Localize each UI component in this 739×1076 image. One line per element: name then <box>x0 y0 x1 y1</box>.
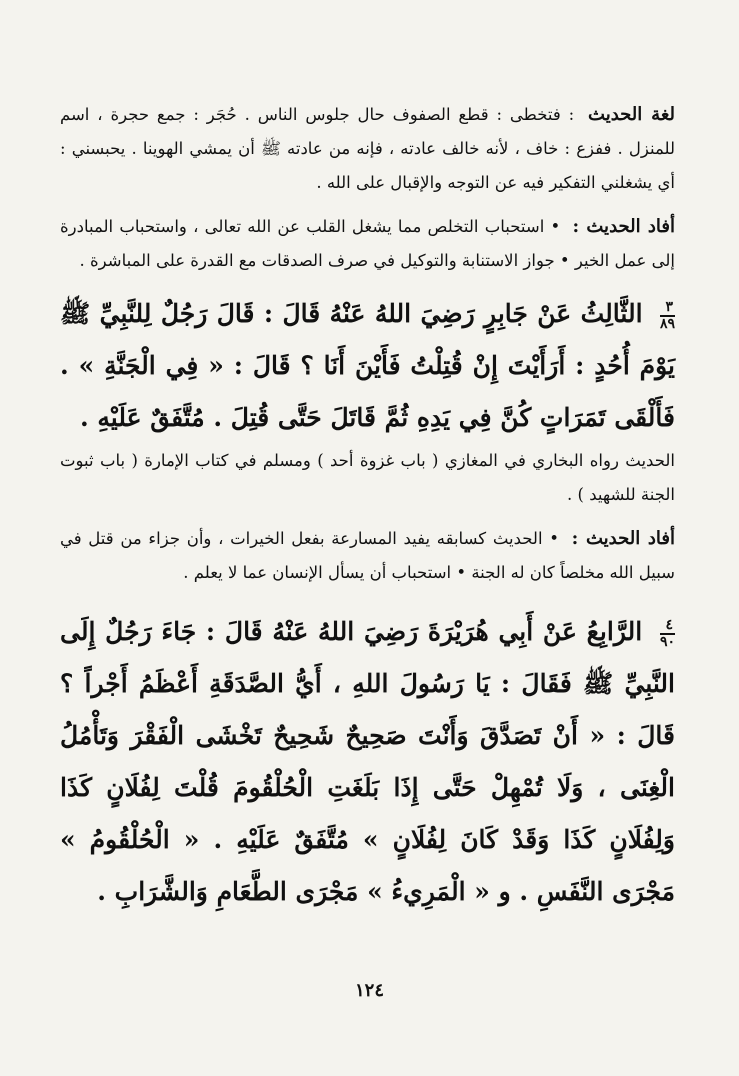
hadith-4 <box>60 606 675 918</box>
benefits-2 <box>60 522 675 590</box>
benefits-1-text: • استحباب التخلص مما يشغل القلب عن الله تعالى ، واستحباب المبادرة إلى عمل الخير • جواز الاستنابة والتوكيل في صرف الصدقات مع القدرة على المباشرة . <box>60 217 675 270</box>
language-notes-label: لغة الحديث <box>588 104 675 125</box>
hadith-3 <box>60 288 675 444</box>
hadith-4-number <box>660 618 675 650</box>
benefits-2-label: أفاد الحديث : <box>571 528 675 549</box>
hadith-3-number <box>660 300 675 332</box>
hadith-3-number-top: ٣ <box>660 300 675 317</box>
hadith-4-number-top: ٤ <box>660 618 675 635</box>
language-notes-text: : فتخطى : قطع الصفوف حال جلوس الناس . حُجَر : جمع حجرة ، اسم للمنزل . ففزع : خاف ، لأنه خالف عادته ، فإنه من عادته ﷺ أن يمشي الهوينا . يحبسني : أي يشغلني التفكير فيه عن التوجه والإقبال على الله . <box>60 105 675 192</box>
hadith-3-number-bottom: ٨٩ <box>659 315 675 332</box>
benefits-2-text: • الحديث كسابقه يفيد المسارعة بفعل الخيرات ، وأن جزاء من قتل في سبيل الله مخلصاً كان له الجنة • استحباب أن يسأل الإنسان عما لا يعلم . <box>60 529 675 582</box>
hadith-3-source <box>60 444 675 512</box>
hadith-3-text: الثَّالِثُ عَنْ جَابِرٍ رَضِيَ اللهُ عَنْهُ قَالَ : قَالَ رَجُلٌ لِلنَّبِيِّ ﷺ يَوْمَ أُحُدٍ : أَرَأَيْتَ إِنْ قُتِلْتُ فَأَيْنَ أَنَا ؟ قَالَ : « فِي الْجَنَّةِ » . فَأَلْقَى تَمَرَاتٍ كُنَّ فِي يَدِهِ ثُمَّ قَاتَلَ حَتَّى قُتِلَ . مُتَّفَقٌ عَلَيْهِ . <box>60 299 675 432</box>
page-number: ١٢٤ <box>354 980 384 1001</box>
benefits-1 <box>60 210 675 278</box>
hadith-4-number-bottom: ٩٠ <box>659 633 675 650</box>
hadith-3-source-text: الحديث رواه البخاري في المغازي ( باب غزوة أحد ) ومسلم في كتاب الإمارة ( باب ثبوت الجنة للشهيد ) . <box>60 451 675 504</box>
language-notes <box>60 98 675 200</box>
benefits-1-label: أفاد الحديث : <box>572 216 675 237</box>
hadith-4-text: الرَّابِعُ عَنْ أَبِي هُرَيْرَةَ رَضِيَ اللهُ عَنْهُ قَالَ : جَاءَ رَجُلٌ إِلَى النَّبِيِّ ﷺ فَقَالَ : يَا رَسُولَ اللهِ ، أَيُّ الصَّدَقَةِ أَعْظَمُ أَجْراً ؟ قَالَ : « أَنْ تَصَدَّقَ وَأَنْتَ صَحِيحٌ شَحِيحٌ تَخْشَى الْفَقْرَ وَتَأْمُلُ الْغِنَى ، وَلَا تُمْهِلْ حَتَّى إِذَا بَلَغَتِ الْحُلْقُومَ قُلْتَ لِفُلَانٍ كَذَا وَلِفُلَانٍ كَذَا وَقَدْ كَانَ لِفُلَانٍ » مُتَّفَقٌ عَلَيْهِ . « الْحُلْقُومُ » مَجْرَى النَّفَسِ . و « الْمَرِيءُ » مَجْرَى الطَّعَامِ وَالشَّرَابِ . <box>60 617 675 906</box>
